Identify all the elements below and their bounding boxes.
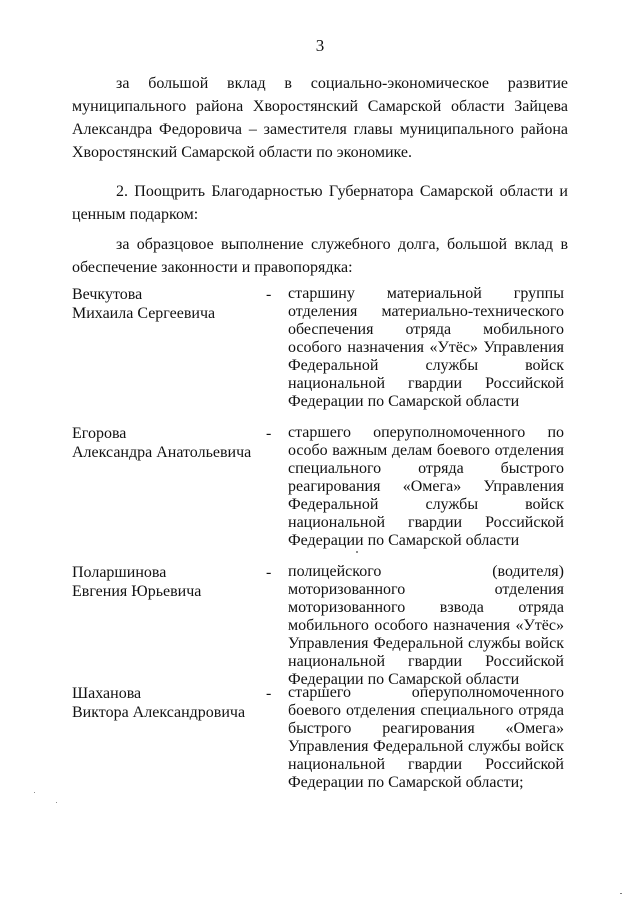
person-given-name: Евгения Юрьевича — [72, 583, 202, 600]
person-given-name: Александра Анатольевича — [72, 444, 252, 461]
entry-dash: - — [266, 685, 272, 702]
intro-line-4: Хворостянский Самарской области по экономике. — [72, 144, 413, 161]
scan-speck — [356, 551, 358, 553]
person-position: старшего оперуполномоченного боевого отделения специального отряда быстрого реагирования «Омега» Управления Федеральной службы войск национальной гвардии Российской Федерации по Самарской области; — [288, 684, 564, 791]
award-entry-4 — [72, 684, 568, 814]
scan-speck — [620, 893, 622, 894]
scan-speck — [56, 802, 57, 803]
award-entry-3 — [72, 563, 568, 693]
entry-dash: - — [266, 564, 272, 581]
person-position: старшего оперуполномоченного по особо важным делам боевого отделения специального отряда быстрого реагирования «Омега» Управления Федеральной службы войск национальной гвардии Российской Федерации по Самарской области — [288, 424, 564, 549]
scan-speck — [34, 792, 35, 793]
reason-paragraph: за образцовое выполнение служебного долга, большой вклад в обеспечение законности и правопорядка: — [72, 236, 568, 276]
intro-line-2: муниципального района Хворостянский Самарской области Зайцева — [72, 98, 568, 115]
entry-dash: - — [266, 425, 272, 442]
intro-line-3: Александра Федоровича – заместителя главы муниципального района — [72, 121, 568, 138]
person-surname: Поларшинова — [72, 564, 167, 581]
person-name — [72, 684, 262, 722]
person-name — [72, 424, 262, 462]
intro-paragraph — [72, 72, 568, 164]
person-name — [72, 285, 262, 323]
person-position: полицейского (водителя) моторизованного отделения моторизованного взвода отряда мобильного особого назначения «Утёс» Управления Федеральной службы войск национальной гвардии Российской Федерации по Самарской области — [288, 563, 564, 688]
intro-line-1: за большой вклад в социально-экономическое развитие — [116, 75, 568, 92]
person-name — [72, 563, 262, 601]
person-surname: Вечкутова — [72, 286, 143, 303]
entry-dash: - — [266, 286, 272, 303]
person-surname: Егорова — [72, 425, 127, 442]
person-given-name: Виктора Александровича — [72, 704, 246, 721]
page-number: 3 — [315, 36, 325, 55]
award-entry-2 — [72, 424, 568, 554]
person-given-name: Михаила Сергеевича — [72, 305, 216, 322]
award-entry-1 — [72, 285, 568, 415]
person-surname: Шаханова — [72, 685, 142, 702]
item-2-paragraph: 2. Поощрить Благодарностью Губернатора Самарской области и ценным подарком: — [72, 183, 568, 223]
person-position: старшину материальной группы отделения материально-технического обеспечения отряда мобильного особого назначения «Утёс» Управления Федеральной службы войск национальной гвардии Российской Федерации по Самарской области — [288, 285, 564, 410]
